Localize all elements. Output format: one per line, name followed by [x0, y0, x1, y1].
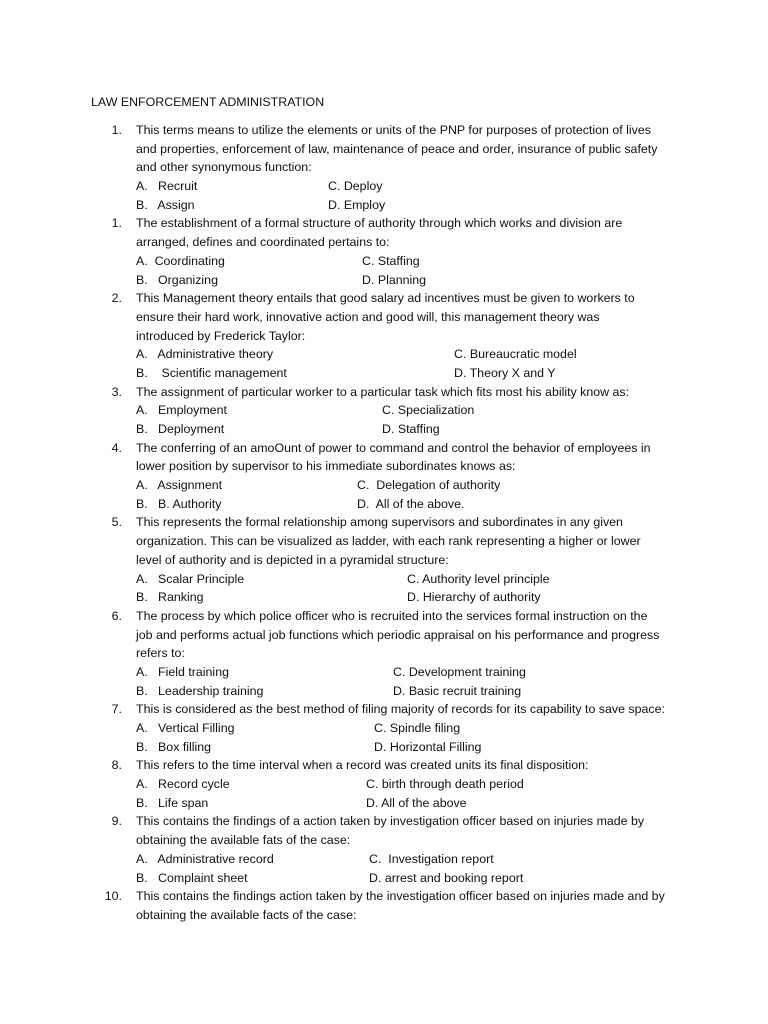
question-text: This contains the findings action taken by the investigation officer based on injuries made and by	[136, 889, 665, 904]
option-row	[0, 869, 768, 888]
question-number: 7.	[111, 702, 122, 717]
answer-option: A. Scalar Principle	[136, 571, 245, 586]
question-line	[0, 214, 768, 233]
option-row	[0, 719, 768, 738]
question-line	[0, 308, 768, 327]
option-row	[0, 271, 768, 290]
question-text: This is considered as the best method of filing majority of records for its capability to save space:	[136, 702, 665, 717]
question-text: This Management theory entails that good salary ad incentives must be given to workers to	[136, 291, 635, 306]
answer-option: D. All of the above	[366, 795, 467, 810]
question-line	[0, 457, 768, 476]
question-line	[0, 700, 768, 719]
answer-option: A. Record cycle	[136, 777, 230, 792]
question-text: lower position by supervisor to his immediate subordinates knows as:	[136, 459, 516, 474]
question-text: job and performs actual job functions which periodic appraisal on his performance and progress	[136, 627, 660, 642]
question-text: This terms means to utilize the elements or units of the PNP for purposes of protection of lives	[136, 123, 651, 137]
question-item	[0, 700, 768, 756]
question-text: This represents the formal relationship among supervisors and subordinates in any given	[136, 515, 623, 530]
answer-option: B. Box filling	[136, 739, 212, 754]
answer-option: D. Horizontal Filling	[374, 739, 482, 754]
answer-option: C. Bureaucratic model	[454, 347, 577, 362]
question-line	[0, 644, 768, 663]
question-line	[0, 439, 768, 458]
option-row	[0, 570, 768, 589]
answer-option: A. Vertical Filling	[136, 721, 235, 735]
question-line	[0, 887, 768, 906]
option-row	[0, 850, 768, 869]
question-number: 5.	[111, 515, 122, 530]
question-line	[0, 551, 768, 570]
answer-option: D. Hierarchy of authority	[407, 590, 541, 605]
answer-option: C. Delegation of authority	[357, 478, 501, 493]
question-line	[0, 383, 768, 402]
question-number: 6.	[111, 608, 122, 623]
option-row	[0, 420, 768, 439]
question-item	[0, 383, 768, 439]
answer-option: A. Recruit	[136, 179, 198, 194]
question-number: 1.	[111, 123, 122, 137]
question-text: The assignment of particular worker to a particular task which fits most his ability know as:	[136, 384, 630, 399]
question-line	[0, 140, 768, 159]
answer-option: B. Leadership training	[136, 683, 264, 698]
option-row	[0, 663, 768, 682]
answer-option: A. Assignment	[136, 478, 223, 493]
question-item	[0, 812, 768, 887]
answer-option: B. Assign	[136, 197, 195, 212]
question-item	[0, 439, 768, 514]
answer-option: C. Specialization	[382, 403, 475, 418]
answer-option: A. Administrative record	[136, 851, 274, 866]
question-number: 8.	[111, 758, 122, 773]
question-text: organization. This can be visualized as ladder, with each rank representing a higher or lower	[136, 534, 641, 549]
answer-option: C. birth through death period	[366, 777, 524, 792]
document-title: LAW ENFORCEMENT ADMINISTRATION	[91, 95, 325, 109]
question-line	[0, 513, 768, 532]
answer-option: B. Ranking	[136, 590, 204, 605]
answer-option: A. Field training	[136, 664, 229, 679]
option-row	[0, 364, 768, 383]
question-number: 3.	[111, 384, 122, 399]
question-item	[0, 607, 768, 700]
option-row	[0, 775, 768, 794]
question-text: level of authority and is depicted in a pyramidal structure:	[136, 552, 449, 567]
question-item	[0, 121, 768, 214]
answer-option: C. Development training	[393, 664, 526, 679]
question-number: 1.	[111, 216, 122, 231]
question-line	[0, 626, 768, 645]
option-row	[0, 682, 768, 701]
answer-option: D. Planning	[362, 272, 427, 287]
question-text: obtaining the available fats of the case:	[136, 833, 351, 848]
question-line	[0, 756, 768, 775]
question-line	[0, 812, 768, 831]
answer-option: A. Coordinating	[136, 253, 225, 268]
answer-option: C. Spindle filing	[374, 721, 461, 735]
question-text: refers to:	[136, 646, 185, 661]
option-row	[0, 476, 768, 495]
answer-option: B. Organizing	[136, 272, 218, 287]
question-number: 4.	[111, 440, 122, 455]
question-text: introduced by Frederick Taylor:	[136, 328, 306, 343]
question-number: 9.	[111, 814, 122, 829]
question-text: The conferring of an amoOunt of power to command and control the behavior of employees in	[136, 440, 651, 455]
question-text: and other synonymous function:	[136, 160, 312, 175]
question-line	[0, 906, 768, 925]
question-text: and properties, enforcement of law, maintenance of peace and order, insurance of public safety	[136, 141, 658, 156]
option-row	[0, 401, 768, 420]
answer-option: B. Life span	[136, 795, 209, 810]
option-row	[0, 252, 768, 271]
answer-option: C. Investigation report	[369, 851, 494, 866]
option-row	[0, 345, 768, 364]
answer-option: D. arrest and booking report	[369, 870, 524, 885]
question-text: ensure their hard work, innovative action and good will, this management theory was	[136, 309, 600, 324]
question-number: 2.	[111, 291, 122, 306]
answer-option: C. Staffing	[362, 253, 420, 268]
question-item	[0, 289, 768, 382]
question-line	[0, 607, 768, 626]
question-item	[0, 214, 768, 289]
answer-option: D. Theory X and Y	[454, 365, 556, 380]
question-line	[0, 233, 768, 252]
answer-option: B. Complaint sheet	[136, 870, 248, 885]
option-row	[0, 738, 768, 757]
question-line	[0, 532, 768, 551]
question-line	[0, 831, 768, 850]
question-text: The establishment of a formal structure of authority through which works and division are	[136, 216, 623, 231]
answer-option: A. Employment	[136, 403, 227, 418]
option-row	[0, 588, 768, 607]
answer-option: D. Employ	[328, 197, 386, 212]
question-text: This contains the findings of a action taken by investigation officer based on injuries made by	[136, 814, 645, 829]
answer-option: A. Administrative theory	[136, 347, 274, 362]
question-item	[0, 513, 768, 606]
question-text: obtaining the available facts of the case:	[136, 907, 357, 922]
answer-option: D. Staffing	[382, 422, 440, 436]
question-text: The process by which police officer who is recruited into the services formal instruction on the	[136, 608, 648, 623]
answer-option: B. B. Authority	[136, 496, 222, 511]
question-item	[0, 887, 768, 924]
answer-option: B. Deployment	[136, 422, 225, 436]
question-line	[0, 327, 768, 346]
answer-option: C. Authority level principle	[407, 571, 550, 586]
option-row	[0, 495, 768, 514]
answer-option: D. All of the above.	[357, 496, 465, 511]
question-text: This refers to the time interval when a record was created units its final disposition:	[136, 758, 589, 773]
question-text: arranged, defines and coordinated pertains to:	[136, 235, 390, 250]
option-row	[0, 177, 768, 196]
answer-option: C. Deploy	[328, 179, 383, 194]
question-line	[0, 158, 768, 177]
question-item	[0, 756, 768, 812]
option-row	[0, 196, 768, 215]
question-list	[0, 121, 768, 925]
question-number: 10.	[104, 889, 122, 904]
question-line	[0, 289, 768, 308]
answer-option: B. Scientific management	[136, 365, 287, 380]
option-row	[0, 794, 768, 813]
question-line	[0, 121, 768, 140]
answer-option: D. Basic recruit training	[393, 683, 522, 698]
